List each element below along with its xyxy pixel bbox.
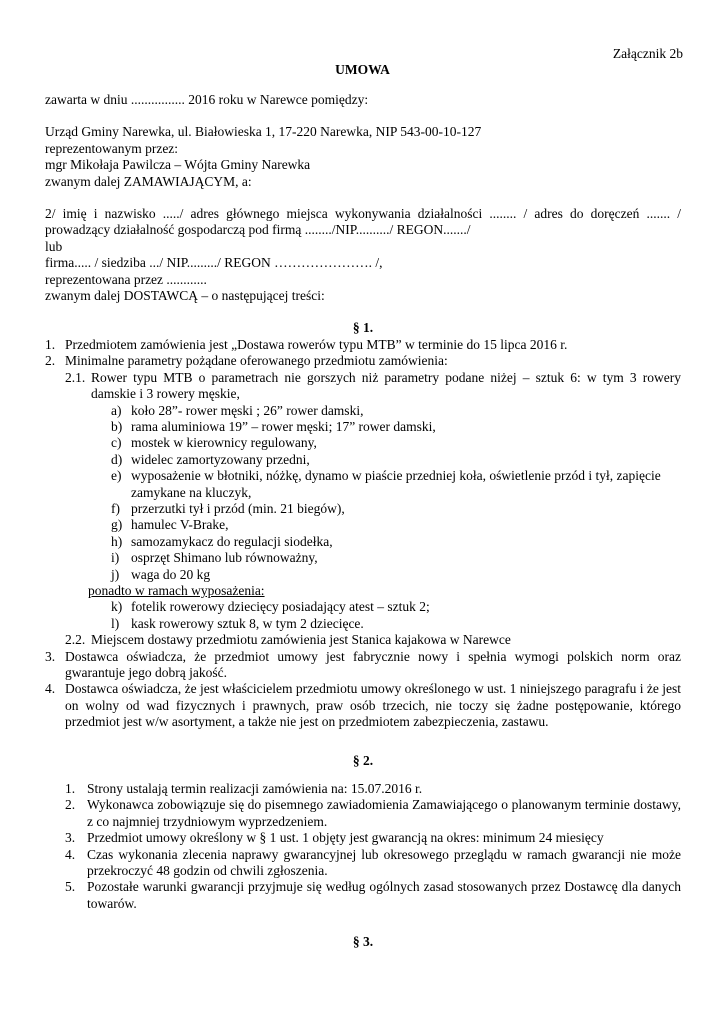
- list-item: [45, 649, 681, 682]
- section2-list: [45, 781, 681, 912]
- parameter-text: waga do 20 kg: [131, 566, 211, 582]
- party2-line: zwanym dalej DOSTAWCĄ – o następującej treści:: [45, 288, 325, 304]
- parameter-text: kask rowerowy sztuk 8, w tym 2 dziecięce.: [131, 615, 364, 631]
- parameter-item: [45, 435, 681, 451]
- list-item: [45, 797, 681, 830]
- extras-list: [45, 599, 681, 632]
- subitem-text: Miejscem dostawy przedmiotu zamówienia jest Stanica kajakowa w Narewce: [91, 632, 511, 648]
- item-text: Czas wykonania zlecenia naprawy gwarancyjnej lub okresowego przeglądu w ramach gwarancji nie może przekroczyć 48 godzin od chwili zgłoszenia.: [87, 846, 681, 879]
- item-text: Pozostałe warunki gwarancji przyjmuje się według ogólnych zasad stosowanych przez Dostawcę dla danych towarów.: [87, 879, 681, 911]
- parameter-letter: c): [111, 435, 122, 451]
- parameter-text: samozamykacz do regulacji siodełka,: [131, 533, 333, 549]
- party2-line: lub: [45, 238, 63, 254]
- parameter-item: [45, 534, 681, 550]
- parameter-item: [45, 468, 681, 501]
- list-item: [45, 337, 681, 353]
- parameter-letter: a): [111, 402, 122, 418]
- list-item: [45, 681, 681, 730]
- parameter-letter: d): [111, 451, 123, 467]
- party1-line: reprezentowanym przez:: [45, 140, 179, 156]
- parameter-letter: j): [111, 566, 120, 582]
- parameter-letter: e): [111, 468, 122, 484]
- item-text: Minimalne parametry pożądane oferowanego przedmiotu zamówienia:: [65, 353, 448, 369]
- subitem-number: 2.2.: [65, 632, 86, 648]
- made-on-line: zawarta w dniu ................ 2016 roku w Narewce pomiędzy:: [45, 92, 369, 107]
- item-number: 2.: [45, 353, 56, 369]
- list-item: [45, 847, 681, 880]
- section-heading: § 2.: [352, 752, 374, 768]
- parameter-text: mostek w kierownicy regulowany,: [131, 435, 317, 451]
- parameter-item: [45, 403, 681, 419]
- parameter-letter: i): [111, 550, 120, 566]
- parameter-letter: f): [111, 500, 120, 516]
- document-body: [45, 92, 681, 951]
- item-text: Przedmiotem zamówienia jest „Dostawa rowerów typu MTB” w terminie do 15 lipca 2016 r.: [65, 336, 568, 352]
- item-text: Strony ustalają termin realizacji zamówienia na: 15.07.2016 r.: [87, 781, 423, 797]
- list-item: [45, 830, 681, 846]
- item-text: Wykonawca zobowiązuje się do pisemnego zawiadomienia Zamawiającego o planowanym terminie dostawy, z co najmniej trzydniowym wyprzedzeniem.: [87, 797, 681, 829]
- parameter-letter: h): [111, 533, 123, 549]
- attachment-label: Załącznik 2b: [612, 46, 683, 61]
- party1-line: Urząd Gminy Narewka, ul. Białowieska 1, 17-220 Narewka, NIP 543-00-10-127: [45, 124, 482, 140]
- parameter-text: hamulec V-Brake,: [131, 517, 229, 533]
- item-number: 4.: [65, 846, 76, 862]
- parameter-text: koło 28”- rower męski ; 26” rower damski,: [131, 402, 364, 418]
- item-text: Dostawca oświadcza, że jest właścicielem przedmiotu umowy określonego w ust. 1 niniejszego paragrafu i że jest on wolny od wad fizycznych i prawnych, praw osób trzecich, nie toczy się żadne postępowanie, którego przedmiot jest w/w asortyment, a także nie jest on przedmiotem zabezpieczenia, zastawu.: [65, 681, 681, 730]
- item-text: Dostawca oświadcza, że przedmiot umowy jest fabrycznie nowy i spełnia wymogi polskich norm oraz gwarantuje jego dobrą jakość.: [65, 648, 681, 680]
- item-number: 1.: [65, 781, 76, 797]
- parameter-text: fotelik rowerowy dziecięcy posiadający atest – sztuk 2;: [131, 599, 430, 615]
- parameter-letter: g): [111, 517, 123, 533]
- parameter-letter: k): [111, 599, 123, 615]
- item-number: 4.: [45, 681, 56, 697]
- subitem: [45, 632, 681, 648]
- list-item: [45, 781, 681, 797]
- parameter-letter: l): [111, 615, 120, 631]
- party2-line: 2/ imię i nazwisko ...../ adres głównego miejsca wykonywania działalności ........ / adres do doręczeń ....... / prowadzący działalność gospodarczą pod firmą ......../NIP........../ REGON......./: [45, 206, 681, 238]
- parameter-text: rama aluminiowa 19” – rower męski; 17” rower damski,: [131, 418, 436, 434]
- item-number: 3.: [65, 830, 76, 846]
- item-number: 5.: [65, 879, 76, 895]
- subitem-text: Rower typu MTB o parametrach nie gorszych niż parametry podane niżej – sztuk 6: w tym 3 rowery damskie i 3 rowery męskie,: [91, 369, 681, 402]
- parameter-list: [45, 403, 681, 583]
- parameter-item: [45, 599, 681, 615]
- parameter-text: przerzutki tył i przód (min. 21 biegów),: [131, 500, 345, 516]
- parameter-item: [45, 550, 681, 566]
- parameter-item: [45, 616, 681, 632]
- parameter-item: [45, 567, 681, 583]
- parameter-item: [45, 419, 681, 435]
- party1-line: zwanym dalej ZAMAWIAJĄCYM, a:: [45, 173, 252, 189]
- parameter-item: [45, 501, 681, 517]
- section-heading: § 3.: [352, 934, 374, 950]
- list-item: [45, 353, 681, 369]
- section-heading: § 1.: [352, 320, 374, 336]
- extras-label: ponadto w ramach wyposażenia:: [88, 582, 265, 598]
- parameter-text: osprzęt Shimano lub równoważny,: [131, 550, 318, 566]
- document-title: UMOWA: [335, 62, 390, 77]
- party1-line: mgr Mikołaja Pawilcza – Wójta Gminy Narewka: [45, 157, 311, 173]
- party2-line: firma..... / siedziba .../ NIP........./ REGON …………………. /,: [45, 255, 383, 271]
- parameter-letter: b): [111, 418, 123, 434]
- item-text: Przedmiot umowy określony w § 1 ust. 1 objęty jest gwarancją na okres: minimum 24 miesięcy: [87, 830, 604, 846]
- list-item: [45, 879, 681, 912]
- party2-line: reprezentowana przez ............: [45, 271, 207, 287]
- parameter-text: widelec zamortyzowany przedni,: [131, 451, 310, 467]
- item-number: 1.: [45, 336, 56, 352]
- item-number: 3.: [45, 648, 56, 664]
- subitem-number: 2.1.: [65, 369, 86, 385]
- subitem: [45, 370, 681, 403]
- parameter-item: [45, 517, 681, 533]
- parameter-item: [45, 452, 681, 468]
- item-number: 2.: [65, 797, 76, 813]
- parameter-text: wyposażenie w błotniki, nóżkę, dynamo w piaście przedniej koła, oświetlenie przód i tył, zapięcie zamykane na kluczyk,: [131, 468, 661, 500]
